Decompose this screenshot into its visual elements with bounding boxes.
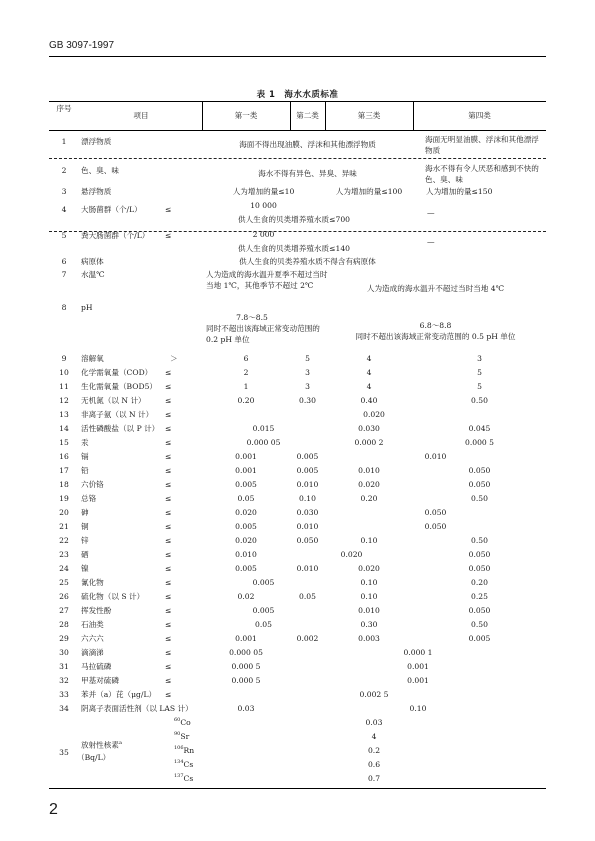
row-item: 总铬 (81, 494, 97, 503)
value-c1: 0.000 5 (231, 676, 261, 685)
value-c4: 0.50 (471, 494, 488, 503)
value-c1: 6 (243, 354, 249, 363)
value-c3: 0.003 (358, 634, 380, 643)
page-number: 2 (49, 801, 58, 818)
value-c3: 0.10 (360, 592, 378, 601)
value-c2: 3 (305, 368, 310, 377)
row-item: pH (81, 303, 93, 312)
value-c4: 0.25 (471, 592, 488, 601)
table-bottom-rule (49, 788, 546, 789)
row-number: 12 (59, 396, 69, 405)
value-c2: 0.002 (296, 634, 319, 643)
value-c4: 0.050 (468, 480, 491, 489)
header-rule (49, 56, 546, 57)
row-item: 活性磷酸盐（以 P 计） (81, 424, 160, 433)
value-c4: 0.050 (468, 466, 491, 475)
value-c2: 0.010 (296, 564, 319, 573)
comparison-operator: ≤ (165, 382, 172, 391)
value-class1-3-line2: 供人生食的贝类增养殖水质≤140 (238, 244, 350, 253)
value-c4: 3 (477, 354, 482, 363)
value-class4: 海水不得有令人厌恶和感到不快的色、臭、味 (425, 164, 539, 184)
nuclide-mass-number: 106 (174, 745, 184, 751)
row-item: 阴离子表面活性剂（以 LAS 计） (81, 704, 193, 713)
value-c1: 0.001 (235, 466, 257, 475)
value-c2-4: 0.001 (407, 676, 429, 685)
value-c1: 0.20 (237, 396, 255, 405)
row-number: 21 (59, 522, 69, 531)
comparison-operator: ＞ (170, 354, 178, 363)
row-item: 大肠菌群（个/L） (81, 205, 142, 214)
value-class4: 人为增加的量≤150 (426, 187, 493, 196)
row-item: 粪大肠菌群（个/L） (81, 231, 150, 240)
value-c2-4: 0.000 1 (403, 648, 433, 657)
value-c1: 0.03 (237, 704, 255, 713)
comparison-operator: ≤ (165, 480, 172, 489)
value-c4: 0.20 (471, 578, 488, 587)
row-number: 2 (61, 166, 67, 175)
row-item: 铜 (81, 522, 89, 531)
comparison-operator: ≤ (165, 494, 172, 503)
row-item: 漂浮物质 (81, 137, 112, 146)
row-number: 6 (61, 257, 67, 266)
value-all: 0.002 5 (359, 690, 389, 699)
value-c2: 3 (305, 382, 310, 391)
comparison-operator: ≤ (165, 536, 172, 545)
row-item: 六六六 (81, 634, 104, 643)
comparison-operator: ≤ (165, 368, 172, 377)
row-number: 5 (61, 231, 67, 240)
value-class1-2-range: 7.8～8.5 (236, 313, 268, 322)
value-c3: 0.40 (360, 396, 378, 405)
comparison-operator: ≤ (165, 466, 172, 475)
value-b: 0.030 (358, 424, 380, 433)
value-c1-2: 0.005 (252, 578, 275, 587)
row-number: 1 (61, 137, 67, 146)
value-c1: 0.005 (235, 522, 257, 531)
row-number: 34 (59, 704, 69, 713)
nuclide-mass-number: 60 (174, 717, 181, 723)
standard-code: GB 3097-1997 (49, 40, 115, 51)
row-item: 挥发性酚 (81, 606, 112, 615)
nuclide-element: Cs (183, 774, 194, 783)
row-item: 石油类 (81, 620, 104, 629)
value-c2: 0.030 (296, 508, 319, 517)
row-number: 11 (59, 382, 69, 391)
footnote-marker: a (118, 740, 122, 746)
value-class4: — (427, 237, 435, 246)
comparison-operator: ≤ (165, 205, 172, 214)
value-c1: 0.005 (235, 564, 257, 573)
value-c1: 0.000 05 (229, 648, 263, 657)
row-item: 砷 (81, 508, 89, 517)
row-number: 33 (59, 690, 69, 699)
row-item: 硒 (81, 550, 89, 559)
value-c3: 0.010 (358, 606, 380, 615)
comparison-operator: ≤ (165, 508, 172, 517)
value-c3-4: 0.050 (424, 522, 447, 531)
value-class1-3: 供人生食的贝类养殖水质不得含有病原体 (239, 257, 376, 266)
value-c2: 0.010 (296, 522, 319, 531)
row-number: 25 (59, 578, 69, 587)
row-number: 20 (59, 508, 69, 517)
value-class3-4-note: 同时不超出该海域正常变动范围的 0.5 pH 单位 (355, 332, 516, 341)
table-title: 表 1 海水水质标准 (256, 90, 339, 100)
value-c1: 1 (243, 382, 249, 391)
value-c2: 0.10 (299, 494, 316, 503)
value-class1-3-line1: 2 000 (252, 230, 275, 239)
value-c1: 2 (243, 368, 249, 377)
row-item: 色、臭、味 (81, 166, 119, 175)
value-c4: 5 (477, 368, 482, 377)
row-item: 水温℃ (81, 270, 105, 279)
value-c1: 0.000 5 (231, 662, 261, 671)
row-number: 29 (59, 634, 69, 643)
value-c3: 4 (366, 382, 372, 391)
value-c3-4: 0.010 (424, 452, 447, 461)
row-number: 28 (59, 620, 69, 629)
row-number: 22 (59, 536, 69, 545)
column-header-class1: 第一类 (234, 111, 258, 120)
value-c2: 0.30 (299, 396, 316, 405)
column-header-class2: 第二类 (296, 111, 319, 120)
value-c2: 0.05 (299, 592, 316, 601)
row-number: 32 (59, 676, 69, 685)
value-c4: 0.50 (471, 536, 488, 545)
value-c4: 5 (477, 382, 482, 391)
row-item (81, 738, 122, 751)
value-c1: 0.005 (235, 480, 257, 489)
comparison-operator: ≤ (165, 578, 172, 587)
nuclide-symbol (174, 773, 193, 786)
value-class4: — (427, 208, 435, 217)
nuclide-element: Co (180, 718, 191, 727)
nuclide-element: Rn (183, 746, 195, 755)
value-c1: 0.010 (235, 550, 257, 559)
value-c1: 0.020 (235, 508, 257, 517)
row-item: 悬浮物质 (81, 187, 112, 196)
value-c2-3: 0.020 (340, 550, 363, 559)
nuclide-symbol (174, 759, 193, 772)
row-number: 23 (59, 550, 69, 559)
row-item: 马拉硫磷 (81, 662, 112, 671)
value-c3-4: 0.050 (424, 508, 447, 517)
nuclide-value: 4 (371, 732, 377, 741)
value-c2-4: 0.001 (407, 662, 429, 671)
row-item: 化学需氧量（COD） (81, 368, 153, 377)
row-item: 非离子氨（以 N 计） (81, 410, 154, 419)
value-c1: 0.05 (237, 494, 255, 503)
row-number: 18 (59, 480, 69, 489)
row-number: 8 (61, 303, 67, 312)
value-c1: 0.001 (235, 634, 257, 643)
value-class3-4: 人为造成的海水温升不超过当时当地 4℃ (366, 284, 505, 293)
value-c2: 5 (305, 354, 310, 363)
comparison-operator: ≤ (165, 690, 172, 699)
value-c1: 0.001 (235, 452, 257, 461)
value-class1-3-line2: 供人生食的贝类增养殖水质≤700 (238, 215, 350, 224)
value-c: 0.000 5 (465, 438, 494, 447)
row-number: 19 (59, 494, 69, 503)
row-number: 9 (61, 354, 67, 363)
comparison-operator: ≤ (165, 550, 172, 559)
row-separator (49, 158, 546, 159)
value-c: 0.045 (468, 424, 491, 433)
comparison-operator: ≤ (165, 648, 172, 657)
value-c2: 0.005 (296, 452, 319, 461)
value-c3: 0.010 (358, 466, 380, 475)
row-item: 苯并（a）芘（μg/L） (81, 690, 157, 699)
row-number: 16 (59, 452, 69, 461)
row-number: 31 (59, 662, 69, 671)
row-item: 甲基对硫磷 (81, 676, 119, 685)
row-number: 15 (59, 438, 69, 447)
value-a: 0.000 05 (246, 438, 281, 447)
nuclide-symbol (174, 731, 189, 744)
comparison-operator: ≤ (165, 564, 172, 573)
column-header-seq: 序号 (56, 104, 72, 113)
value-c2: 0.050 (296, 536, 319, 545)
value-c3: 0.020 (358, 564, 380, 573)
row-number: 35 (59, 748, 69, 757)
value-c3: 0.20 (360, 494, 378, 503)
row-item: 六价铬 (81, 480, 104, 489)
row-number: 24 (59, 564, 69, 573)
row-item: 氰化物 (81, 578, 104, 587)
value-c4: 0.050 (468, 606, 491, 615)
nuclide-element: Sr (180, 732, 190, 741)
row-item: 镉 (81, 452, 89, 461)
row-item: 铅 (81, 466, 89, 475)
comparison-operator: ≤ (165, 452, 172, 461)
header-bottom-rule (49, 130, 546, 131)
nuclide-symbol (174, 745, 194, 758)
row-item: 硫化物（以 S 计） (81, 592, 145, 601)
column-header-class3: 第三类 (357, 111, 381, 120)
value-c1: 0.020 (235, 536, 257, 545)
value-c4: 0.50 (471, 620, 488, 629)
nuclide-value: 0.6 (367, 760, 381, 769)
row-number: 27 (59, 606, 69, 615)
comparison-operator: ≤ (165, 620, 172, 629)
row-item: 锌 (81, 536, 89, 545)
nuclide-value: 0.03 (365, 718, 383, 727)
value-class3-4-range: 6.8～8.8 (419, 321, 452, 330)
value-c3: 0.10 (360, 536, 378, 545)
row-number: 26 (59, 592, 69, 601)
comparison-operator: ≤ (165, 424, 172, 433)
nuclide-mass-number: 90 (174, 731, 181, 737)
comparison-operator: ≤ (165, 231, 172, 240)
value-c4: 0.050 (468, 564, 491, 573)
value-c3: 0.10 (360, 578, 378, 587)
comparison-operator: ≤ (165, 606, 172, 615)
row-number: 14 (59, 424, 69, 433)
value-class1-3-line1: 10 000 (250, 201, 277, 210)
comparison-operator: ≤ (165, 410, 172, 419)
nuclide-value: 0.2 (367, 746, 381, 755)
comparison-operator: ≤ (165, 662, 172, 671)
comparison-operator: ≤ (165, 396, 172, 405)
value-all: 0.020 (363, 410, 385, 419)
nuclide-symbol (174, 717, 191, 730)
row-number: 3 (61, 187, 67, 196)
comparison-operator: ≤ (165, 634, 172, 643)
row-number: 10 (59, 368, 69, 377)
nuclide-mass-number: 134 (174, 759, 184, 765)
row-number: 17 (59, 466, 69, 475)
value-class4: 海面无明显油膜、浮沫和其他漂浮物质 (425, 135, 539, 155)
row-item: 镍 (81, 564, 89, 573)
row-item: 病原体 (81, 257, 104, 266)
row-number: 7 (61, 270, 67, 279)
value-class1-3: 海水不得有异色、异臭、异味 (258, 169, 357, 178)
row-item-unit: （Bq/L） (77, 753, 111, 762)
value-c2: 0.005 (296, 466, 319, 475)
row-number: 13 (59, 410, 69, 419)
comparison-operator: ≤ (165, 438, 172, 447)
value-c3: 4 (366, 368, 372, 377)
value-a: 0.015 (252, 424, 275, 433)
comparison-operator: ≤ (165, 592, 172, 601)
value-class1-2: 人为造成的海水温升夏季不超过当时当地 1℃，其他季节不超过 2℃ (206, 270, 328, 290)
column-header-item: 项目 (133, 111, 149, 120)
value-class1-2: 人为增加的量≤10 (232, 187, 295, 196)
row-item: 溶解氧 (81, 354, 104, 363)
value-class1-3: 海面不得出现油膜、浮沫和其他漂浮物质 (239, 140, 376, 149)
nuclide-mass-number: 137 (174, 773, 184, 779)
value-class3: 人为增加的量≤100 (335, 187, 403, 196)
table-top-rule (49, 101, 546, 102)
row-number: 30 (59, 648, 69, 657)
value-c2-4: 0.10 (409, 704, 427, 713)
row-item: 滴滴涕 (81, 648, 104, 657)
value-b: 0.000 2 (354, 438, 384, 447)
value-c4: 0.050 (468, 550, 491, 559)
radio-item-name: 放射性核素 (81, 740, 119, 750)
row-number: 4 (61, 205, 67, 214)
value-c2: 0.010 (296, 480, 319, 489)
value-c4: 0.005 (468, 634, 491, 643)
row-item: 汞 (81, 438, 89, 447)
comparison-operator: ≤ (165, 522, 172, 531)
value-c3: 0.020 (358, 480, 380, 489)
row-item: 生化需氧量（BOD5） (81, 382, 158, 391)
column-header-class4: 第四类 (468, 111, 491, 120)
value-c1: 0.02 (237, 592, 255, 601)
nuclide-element: Cs (183, 760, 194, 769)
nuclide-value: 0.7 (367, 774, 381, 783)
row-item: 无机氮（以 N 计） (81, 396, 146, 405)
value-c4: 0.50 (471, 396, 488, 405)
value-class1-2-note: 同时不超出该海域正常变动范围的 0.2 pH 单位 (206, 324, 320, 344)
value-c1-2: 0.005 (252, 606, 275, 615)
value-c3: 4 (366, 354, 372, 363)
comparison-operator: ≤ (165, 676, 172, 685)
value-c1-2: 0.05 (255, 620, 272, 629)
value-c3: 0.30 (360, 620, 378, 629)
